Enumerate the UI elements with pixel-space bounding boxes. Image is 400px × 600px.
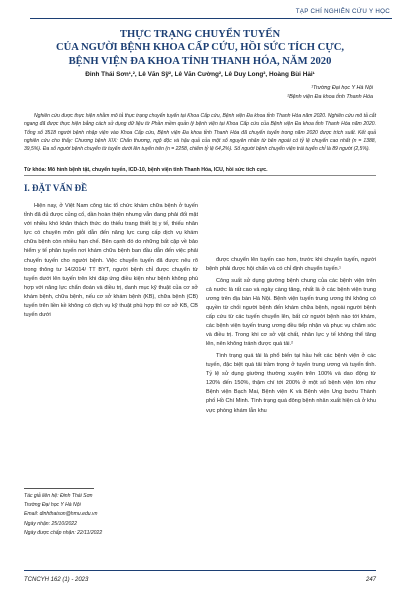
footnote-line: Ngày nhận: 25/10/2022 bbox=[24, 520, 77, 527]
affiliations bbox=[287, 84, 373, 101]
left-column bbox=[24, 202, 198, 323]
footer-rule bbox=[24, 570, 376, 571]
footnote-rule bbox=[24, 488, 94, 489]
author-list: Đinh Thái Sơn¹,², Lê Văn Sỹ², Lê Văn Cường², Lê Duy Long², Hoàng Bùi Hải¹ bbox=[85, 71, 315, 78]
title-line: THỰC TRẠNG CHUYỂN TUYẾN bbox=[119, 29, 281, 40]
journal-tag: TẠP CHÍ NGHIÊN CỨU Y HỌC bbox=[295, 8, 390, 15]
affiliation-2: ²Bệnh viện Đa khoa tỉnh Thanh Hóa bbox=[287, 93, 373, 100]
footnote-email: Email: dinhthaison@hmu.edu.vn bbox=[24, 511, 98, 518]
body-paragraph: Tình trạng quá tải là phổ biến tại hầu hết các bệnh viện ở các tuyến, đặc biệt quá tải trầm trọng ở tuyến trung ương và tuyến tỉnh. Tỷ lệ sử dụng giường thường xuyên trên 100% và dao động từ 120% đến 150%, thậm chí tới 200% ở một số bệnh viện lớn như Bệnh viện Bạch Mai, Bệnh viện K và Bệnh viện Ung bướu Thành phố Hồ Chí Minh. Tình trạng quá đông bệnh nhân xuất hiện cả ở khu vực phòng khám lẫn khu bbox=[206, 352, 376, 414]
footnote-line: Trường Đại học Y Hà Nội bbox=[24, 502, 81, 509]
affiliation-1: ¹Trường Đại học Y Hà Nội bbox=[311, 85, 373, 91]
article-title bbox=[24, 28, 376, 68]
keywords-rule bbox=[24, 175, 376, 176]
keywords: Từ khóa: Mô hình bệnh tật, chuyển tuyến, ICD-10, bệnh viện tỉnh Thanh Hóa, ICU, hồi sức tích cực. bbox=[24, 167, 268, 173]
journal-issue: TCNCYH 162 (1) - 2023 bbox=[24, 577, 89, 583]
right-column bbox=[206, 256, 376, 418]
title-line: BỆNH VIỆN ĐA KHOA TỈNH THANH HÓA, NĂM 2020 bbox=[68, 55, 332, 67]
body-paragraph: được chuyển lên tuyến cao hơn, trước khi chuyển tuyến, người bệnh phải được hội chẩn và có chỉ định chuyển tuyến.¹ bbox=[206, 257, 376, 273]
correspondence-footnote bbox=[24, 492, 198, 538]
section-heading: I. ĐẶT VẤN ĐỀ bbox=[24, 183, 88, 193]
footnote-line: Tác giả liên hệ: Đinh Thái Sơn bbox=[24, 493, 93, 499]
body-paragraph: Hiện nay, ở Việt Nam công tác tổ chức khám chữa bệnh ở tuyến tỉnh đã đủ được củng cố, dần hoàn thiện nhưng vẫn đang phải đối mặt với nhiều khó khăn thách thức do thiếu trang thiết bị y tế, thiếu nhân lực có chuyên môn giỏi dẫn đến năng lực cung cấp dịch vụ khám chữa bệnh còn nhiều hạn chế. Bên cạnh đó do những bất cập về bảo hiểm y tế phân tuyến nơi khám chữa bệnh ban đầu dẫn đến việc phải chuyển tuyến cho người bệnh. Việc chuyển tuyến đã được nêu rõ trong thông tư 14/2014/ TT BYT, người bệnh chỉ được chuyển từ tuyến dưới lên tuyến trên khi đáp ứng điều kiện như bệnh không phù hợp với năng lực chẩn đoán và điều trị, danh mục kỹ thuật của cơ sở khám bệnh, chữa bệnh, nếu cơ sở khám bệnh (KB), chữa bệnh (CB) tuyến trên liền kề không có dịch vụ kỹ thuật phù hợp thì cơ sở KB, CB tuyến dưới bbox=[24, 203, 198, 319]
body-paragraph: Công suất sử dụng giường bệnh chung của các bệnh viện trên cả nước là rất cao và ngày càng tăng, nhất là ở các bệnh viện trung ương trên địa bàn Hà Nội. Bệnh viện tuyến trung ương thì không có quyền từ chối người bệnh đến khám chữa bệnh, ngoài người bệnh cấp cứu từ các tuyến chuyển lên, bất cứ người bệnh nào tới khám, các bệnh viện tuyến trung ương đều tiếp nhận và phục vụ chăm sóc và điều trị. Trong khi cơ sở vật chất, nhân lực y tế không thể tăng lên, nên không tránh được quá tải.² bbox=[206, 277, 376, 348]
footnote-line: Ngày được chấp nhận: 22/11/2022 bbox=[24, 529, 103, 536]
abstract: Nghiên cứu được thực hiện nhằm mô tả thực trạng chuyển tuyến tại Khoa Cấp cứu, Bệnh viện Đa khoa tỉnh Thanh Hóa năm 2020. Nghiên cứu mô tả cắt ngang đã được thực hiện bằng cách sử dụng dữ liệu từ Phần mềm quản lý bệnh viện tại Khoa Cấp cứu của Bệnh viện Đa khoa tỉnh Thanh Hóa năm 2020. Tổng số 3518 người bệnh nhập viện vào Khoa Cấp cứu, Bệnh viện Đa khoa tỉnh Thanh Hóa đã chuyển tuyến trong năm 2020 được trích suất. Kết quả nghiên cứu cho thấy: Chương bệnh XIX: Chấn thương, ngộ độc và hậu quả của một số nguyên nhân từ bên ngoài có tỷ lệ chuyển cao nhất (n = 1388, 39,5%). Đa số người bệnh chuyển từ tuyến dưới lên tuyến trên (n = 2258, chiếm tỷ lệ 64,2%). Số người bệnh chuyển viện trái tuyến chỉ là 89 người (2,5%). bbox=[24, 113, 376, 152]
page-number: 247 bbox=[365, 577, 376, 583]
header-rule bbox=[30, 18, 392, 19]
title-line: CỦA NGƯỜI BỆNH KHOA CẤP CỨU, HỒI SỨC TÍCH CỰC, bbox=[55, 42, 345, 54]
